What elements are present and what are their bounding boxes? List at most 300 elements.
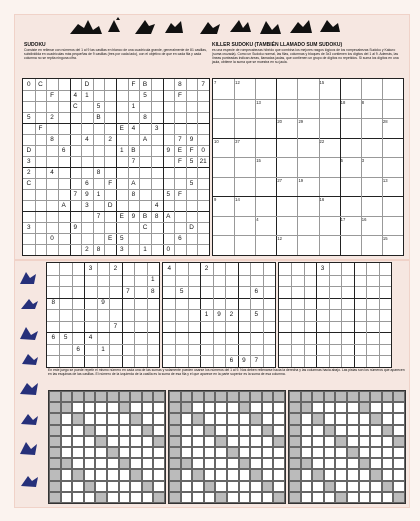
kakuro-entry-cell[interactable]	[153, 447, 165, 458]
kakuro-entry-cell[interactable]	[204, 469, 216, 480]
grid-cell[interactable]: F	[50, 91, 55, 99]
grid-cell[interactable]: 1	[143, 245, 147, 253]
kakuro-entry-cell[interactable]	[107, 413, 119, 424]
kakuro-entry-cell[interactable]	[393, 469, 405, 480]
kakuro-entry-cell[interactable]	[273, 447, 285, 458]
grid-cell[interactable]: 0	[27, 80, 31, 88]
kakuro-entry-cell[interactable]	[370, 447, 382, 458]
kakuro-entry-cell[interactable]	[72, 425, 84, 436]
kakuro-entry-cell[interactable]	[215, 425, 227, 436]
kakuro-entry-cell[interactable]	[84, 458, 96, 469]
grid-cell[interactable]: 2	[204, 264, 209, 272]
grid-cell[interactable]: 3	[154, 124, 159, 132]
grid-cell[interactable]: 7	[96, 212, 101, 220]
kakuro-entry-cell[interactable]	[347, 469, 359, 480]
grid-cell[interactable]: C	[38, 80, 43, 88]
kakuro-entry-cell[interactable]	[359, 436, 371, 447]
kakuro-entry-cell[interactable]	[324, 402, 336, 413]
grid-cell[interactable]: 21	[199, 157, 207, 165]
kakuro-entry-cell[interactable]	[95, 425, 107, 436]
kakuro-entry-cell[interactable]	[215, 447, 227, 458]
kakuro-entry-cell[interactable]	[370, 425, 382, 436]
kakuro-entry-cell[interactable]	[370, 458, 382, 469]
kakuro-entry-cell[interactable]	[347, 436, 359, 447]
kakuro-entry-cell[interactable]	[250, 425, 262, 436]
kakuro-entry-cell[interactable]	[382, 402, 394, 413]
kakuro-entry-cell[interactable]	[324, 492, 336, 503]
kakuro-entry-cell[interactable]	[393, 447, 405, 458]
grid-cell[interactable]: B	[142, 212, 148, 220]
grid-cell[interactable]: 7	[113, 322, 118, 330]
grid-cell[interactable]: 2	[50, 113, 54, 121]
killer-sudoku-grid[interactable]	[212, 78, 404, 256]
grid-cell[interactable]: 5	[179, 287, 184, 295]
kakuro-entry-cell[interactable]	[262, 469, 274, 480]
grid-cell[interactable]: 6	[76, 345, 80, 353]
kakuro-entry-cell[interactable]	[312, 402, 324, 413]
kakuro-entry-cell[interactable]	[382, 447, 394, 458]
kakuro-entry-cell[interactable]	[335, 447, 347, 458]
kakuro-entry-cell[interactable]	[239, 425, 251, 436]
kakuro-entry-cell[interactable]	[262, 458, 274, 469]
kakuro-entry-cell[interactable]	[227, 402, 239, 413]
grid-cell[interactable]: F	[108, 179, 113, 187]
kakuro-entry-cell[interactable]	[393, 413, 405, 424]
grid-cell[interactable]: 6	[178, 234, 182, 242]
kakuro-entry-cell[interactable]	[130, 436, 142, 447]
kakuro-entry-cell[interactable]	[72, 436, 84, 447]
kakuro-entry-cell[interactable]	[119, 492, 131, 503]
grid-cell[interactable]: 4	[88, 334, 93, 342]
grid-cell[interactable]: B	[142, 80, 148, 88]
kakuro-entry-cell[interactable]	[239, 436, 251, 447]
kakuro-entry-cell[interactable]	[273, 481, 285, 492]
kakuro-entry-cell[interactable]	[312, 447, 324, 458]
kakuro-entry-cell[interactable]	[335, 469, 347, 480]
kakuro-entry-cell[interactable]	[204, 447, 216, 458]
kakuro-entry-cell[interactable]	[250, 481, 262, 492]
grid-cell[interactable]: 9	[131, 212, 136, 220]
kakuro-entry-cell[interactable]	[382, 413, 394, 424]
grid-cell[interactable]: 5	[63, 334, 68, 342]
grid-cell[interactable]: F	[131, 80, 136, 88]
kakuro-entry-cell[interactable]	[72, 481, 84, 492]
kakuro-entry-cell[interactable]	[142, 413, 154, 424]
grid-cell[interactable]: B	[131, 146, 136, 154]
grid-cell[interactable]: 5	[166, 190, 171, 198]
kakuro-entry-cell[interactable]	[250, 447, 262, 458]
kakuro-entry-cell[interactable]	[142, 492, 154, 503]
kakuro-entry-cell[interactable]	[61, 436, 73, 447]
kakuro-entry-cell[interactable]	[61, 447, 73, 458]
grid-cell[interactable]: 9	[166, 146, 171, 154]
kakuro-entry-cell[interactable]	[301, 436, 313, 447]
grid-cell[interactable]: 0	[50, 234, 54, 242]
kakuro-grid-2[interactable]	[168, 390, 286, 504]
grid-cell[interactable]: 1	[120, 146, 124, 154]
grid-cell[interactable]: 3	[320, 264, 325, 272]
kakuro-entry-cell[interactable]	[273, 458, 285, 469]
grid-cell[interactable]: F	[177, 190, 182, 198]
grid-cell[interactable]: A	[142, 135, 148, 143]
grid-cell[interactable]: 0	[166, 245, 171, 253]
kakuro-entry-cell[interactable]	[359, 492, 371, 503]
grid-cell[interactable]: D	[84, 80, 90, 88]
grid-cell[interactable]: 9	[85, 190, 89, 198]
kakuro-entry-cell[interactable]	[153, 425, 165, 436]
sudoku-grid-2[interactable]	[162, 262, 276, 368]
kakuro-entry-cell[interactable]	[119, 447, 131, 458]
kakuro-entry-cell[interactable]	[107, 469, 119, 480]
kakuro-entry-cell[interactable]	[359, 413, 371, 424]
kakuro-entry-cell[interactable]	[239, 492, 251, 503]
grid-cell[interactable]: 8	[50, 135, 54, 143]
grid-cell[interactable]: 6	[61, 146, 66, 154]
kakuro-entry-cell[interactable]	[273, 413, 285, 424]
kakuro-entry-cell[interactable]	[239, 413, 251, 424]
kakuro-entry-cell[interactable]	[84, 492, 96, 503]
kakuro-entry-cell[interactable]	[142, 436, 154, 447]
grid-cell[interactable]: 3	[120, 245, 124, 253]
grid-cell[interactable]: D	[107, 201, 113, 209]
grid-cell[interactable]: 3	[85, 201, 89, 209]
kakuro-entry-cell[interactable]	[312, 481, 324, 492]
grid-cell[interactable]: 4	[154, 201, 159, 209]
kakuro-entry-cell[interactable]	[215, 413, 227, 424]
kakuro-entry-cell[interactable]	[324, 436, 336, 447]
kakuro-entry-cell[interactable]	[347, 425, 359, 436]
kakuro-grid-1[interactable]	[48, 390, 166, 504]
kakuro-entry-cell[interactable]	[227, 458, 239, 469]
kakuro-entry-cell[interactable]	[72, 447, 84, 458]
grid-cell[interactable]: 9	[73, 223, 78, 231]
kakuro-entry-cell[interactable]	[192, 436, 204, 447]
kakuro-entry-cell[interactable]	[192, 492, 204, 503]
grid-cell[interactable]: 5	[189, 157, 194, 165]
kakuro-entry-cell[interactable]	[250, 402, 262, 413]
kakuro-entry-cell[interactable]	[227, 481, 239, 492]
sudoku-grid-3[interactable]	[278, 262, 392, 368]
grid-cell[interactable]: 8	[150, 287, 155, 295]
grid-cell[interactable]: C	[26, 179, 32, 187]
grid-cell[interactable]: F	[38, 124, 43, 132]
kakuro-entry-cell[interactable]	[301, 413, 313, 424]
kakuro-entry-cell[interactable]	[393, 425, 405, 436]
kakuro-entry-cell[interactable]	[72, 492, 84, 503]
kakuro-entry-cell[interactable]	[382, 458, 394, 469]
kakuro-entry-cell[interactable]	[227, 413, 239, 424]
grid-cell[interactable]: C	[142, 223, 148, 231]
kakuro-entry-cell[interactable]	[324, 413, 336, 424]
grid-cell[interactable]: 7	[254, 357, 259, 365]
kakuro-entry-cell[interactable]	[204, 436, 216, 447]
kakuro-entry-cell[interactable]	[335, 402, 347, 413]
kakuro-entry-cell[interactable]	[142, 469, 154, 480]
kakuro-entry-cell[interactable]	[153, 413, 165, 424]
kakuro-entry-cell[interactable]	[61, 425, 73, 436]
grid-cell[interactable]: 6	[254, 287, 259, 295]
kakuro-entry-cell[interactable]	[107, 481, 119, 492]
grid-cell[interactable]: 1	[85, 91, 89, 99]
kakuro-entry-cell[interactable]	[262, 413, 274, 424]
kakuro-entry-cell[interactable]	[72, 458, 84, 469]
kakuro-entry-cell[interactable]	[227, 469, 239, 480]
kakuro-entry-cell[interactable]	[347, 413, 359, 424]
kakuro-entry-cell[interactable]	[262, 492, 274, 503]
grid-cell[interactable]: 8	[96, 245, 101, 253]
kakuro-entry-cell[interactable]	[324, 447, 336, 458]
grid-cell[interactable]: 1	[150, 276, 155, 284]
grid-cell[interactable]: E	[177, 146, 183, 154]
grid-cell[interactable]: 5	[143, 91, 147, 99]
kakuro-entry-cell[interactable]	[84, 402, 96, 413]
kakuro-entry-cell[interactable]	[130, 481, 142, 492]
grid-cell[interactable]: 6	[51, 334, 55, 342]
kakuro-grid-3[interactable]	[288, 390, 406, 504]
kakuro-entry-cell[interactable]	[335, 413, 347, 424]
kakuro-entry-cell[interactable]	[192, 458, 204, 469]
grid-cell[interactable]: 3	[88, 264, 93, 272]
kakuro-entry-cell[interactable]	[382, 436, 394, 447]
kakuro-entry-cell[interactable]	[301, 481, 313, 492]
kakuro-entry-cell[interactable]	[393, 458, 405, 469]
kakuro-entry-cell[interactable]	[181, 413, 193, 424]
kakuro-entry-cell[interactable]	[130, 447, 142, 458]
kakuro-entry-cell[interactable]	[130, 425, 142, 436]
kakuro-entry-cell[interactable]	[153, 469, 165, 480]
grid-cell[interactable]: F	[177, 91, 182, 99]
kakuro-entry-cell[interactable]	[301, 469, 313, 480]
grid-cell[interactable]: 5	[189, 179, 194, 187]
grid-cell[interactable]: 4	[50, 168, 54, 176]
kakuro-entry-cell[interactable]	[250, 436, 262, 447]
kakuro-entry-cell[interactable]	[107, 402, 119, 413]
grid-cell[interactable]: C	[73, 102, 78, 110]
kakuro-entry-cell[interactable]	[181, 492, 193, 503]
kakuro-entry-cell[interactable]	[119, 469, 131, 480]
kakuro-entry-cell[interactable]	[347, 402, 359, 413]
grid-cell[interactable]: 7	[126, 287, 130, 295]
grid-cell[interactable]: 8	[154, 212, 159, 220]
kakuro-entry-cell[interactable]	[301, 425, 313, 436]
grid-cell[interactable]: 6	[85, 179, 89, 187]
kakuro-entry-cell[interactable]	[204, 413, 216, 424]
kakuro-entry-cell[interactable]	[181, 469, 193, 480]
kakuro-entry-cell[interactable]	[347, 492, 359, 503]
kakuro-entry-cell[interactable]	[347, 481, 359, 492]
kakuro-entry-cell[interactable]	[192, 402, 204, 413]
kakuro-entry-cell[interactable]	[153, 402, 165, 413]
grid-cell[interactable]: 4	[131, 124, 136, 132]
kakuro-entry-cell[interactable]	[393, 481, 405, 492]
grid-cell[interactable]: 4	[73, 91, 78, 99]
kakuro-entry-cell[interactable]	[239, 481, 251, 492]
grid-cell[interactable]: 9	[242, 357, 246, 365]
grid-cell[interactable]: 9	[189, 135, 194, 143]
grid-cell[interactable]: A	[166, 212, 171, 220]
sudoku-grid-1[interactable]	[46, 262, 160, 368]
grid-cell[interactable]: F	[177, 157, 182, 165]
kakuro-entry-cell[interactable]	[382, 492, 394, 503]
kakuro-entry-cell[interactable]	[393, 402, 405, 413]
grid-cell[interactable]: 0	[201, 146, 205, 154]
grid-cell[interactable]: 1	[101, 345, 105, 353]
grid-cell[interactable]: 5	[96, 102, 101, 110]
grid-cell[interactable]: 7	[73, 190, 78, 198]
grid-cell[interactable]: 6	[229, 357, 234, 365]
kakuro-entry-cell[interactable]	[84, 436, 96, 447]
kakuro-entry-cell[interactable]	[262, 436, 274, 447]
kakuro-entry-cell[interactable]	[153, 481, 165, 492]
kakuro-entry-cell[interactable]	[370, 481, 382, 492]
hex-sudoku-grid[interactable]	[22, 78, 210, 256]
kakuro-entry-cell[interactable]	[227, 436, 239, 447]
kakuro-entry-cell[interactable]	[227, 492, 239, 503]
grid-cell[interactable]: 2	[27, 168, 31, 176]
kakuro-entry-cell[interactable]	[359, 447, 371, 458]
kakuro-entry-cell[interactable]	[181, 425, 193, 436]
kakuro-entry-cell[interactable]	[359, 469, 371, 480]
grid-cell[interactable]: 9	[217, 310, 221, 318]
kakuro-entry-cell[interactable]	[61, 492, 73, 503]
grid-cell[interactable]: 2	[108, 135, 112, 143]
grid-cell[interactable]: 2	[85, 245, 89, 253]
kakuro-entry-cell[interactable]	[204, 402, 216, 413]
kakuro-entry-cell[interactable]	[192, 481, 204, 492]
kakuro-entry-cell[interactable]	[239, 469, 251, 480]
grid-cell[interactable]: 1	[96, 190, 101, 198]
kakuro-entry-cell[interactable]	[312, 492, 324, 503]
grid-cell[interactable]: 2	[113, 264, 118, 272]
kakuro-entry-cell[interactable]	[370, 436, 382, 447]
grid-cell[interactable]: E	[119, 124, 124, 132]
grid-cell[interactable]: 8	[96, 168, 101, 176]
grid-cell[interactable]: 5	[27, 113, 31, 121]
kakuro-entry-cell[interactable]	[273, 425, 285, 436]
kakuro-entry-cell[interactable]	[95, 447, 107, 458]
kakuro-entry-cell[interactable]	[227, 425, 239, 436]
kakuro-entry-cell[interactable]	[107, 458, 119, 469]
kakuro-entry-cell[interactable]	[95, 458, 107, 469]
grid-cell[interactable]: 3	[27, 157, 31, 165]
grid-cell[interactable]: F	[189, 146, 194, 154]
kakuro-entry-cell[interactable]	[335, 458, 347, 469]
kakuro-entry-cell[interactable]	[107, 436, 119, 447]
kakuro-entry-cell[interactable]	[107, 492, 119, 503]
kakuro-entry-cell[interactable]	[72, 402, 84, 413]
kakuro-entry-cell[interactable]	[142, 402, 154, 413]
kakuro-entry-cell[interactable]	[130, 458, 142, 469]
kakuro-entry-cell[interactable]	[107, 425, 119, 436]
kakuro-entry-cell[interactable]	[84, 469, 96, 480]
kakuro-entry-cell[interactable]	[370, 492, 382, 503]
kakuro-entry-cell[interactable]	[181, 436, 193, 447]
grid-cell[interactable]: 1	[131, 102, 136, 110]
grid-cell[interactable]: 7	[201, 80, 205, 88]
grid-cell[interactable]: A	[61, 201, 66, 209]
grid-cell[interactable]: 8	[131, 190, 136, 198]
kakuro-entry-cell[interactable]	[119, 436, 131, 447]
kakuro-entry-cell[interactable]	[204, 458, 216, 469]
grid-cell[interactable]: A	[131, 179, 136, 187]
grid-cell[interactable]: 4	[167, 264, 171, 272]
kakuro-entry-cell[interactable]	[382, 469, 394, 480]
kakuro-entry-cell[interactable]	[192, 425, 204, 436]
kakuro-entry-cell[interactable]	[215, 458, 227, 469]
kakuro-entry-cell[interactable]	[335, 425, 347, 436]
kakuro-entry-cell[interactable]	[324, 469, 336, 480]
kakuro-entry-cell[interactable]	[312, 436, 324, 447]
kakuro-entry-cell[interactable]	[61, 481, 73, 492]
kakuro-entry-cell[interactable]	[130, 492, 142, 503]
grid-cell[interactable]: 8	[178, 80, 182, 88]
kakuro-entry-cell[interactable]	[119, 481, 131, 492]
kakuro-entry-cell[interactable]	[215, 402, 227, 413]
kakuro-entry-cell[interactable]	[301, 447, 313, 458]
kakuro-entry-cell[interactable]	[262, 402, 274, 413]
kakuro-entry-cell[interactable]	[95, 413, 107, 424]
grid-cell[interactable]: E	[108, 234, 113, 242]
kakuro-entry-cell[interactable]	[192, 447, 204, 458]
kakuro-entry-cell[interactable]	[215, 481, 227, 492]
grid-cell[interactable]: 5	[254, 310, 259, 318]
kakuro-entry-cell[interactable]	[370, 402, 382, 413]
kakuro-entry-cell[interactable]	[119, 413, 131, 424]
kakuro-entry-cell[interactable]	[61, 413, 73, 424]
grid-cell[interactable]: 1	[204, 310, 209, 318]
grid-cell[interactable]: D	[26, 146, 32, 154]
kakuro-entry-cell[interactable]	[312, 425, 324, 436]
grid-cell[interactable]: B	[96, 113, 101, 121]
kakuro-entry-cell[interactable]	[61, 469, 73, 480]
grid-cell[interactable]: 5	[120, 234, 124, 242]
kakuro-entry-cell[interactable]	[181, 447, 193, 458]
grid-cell[interactable]: E	[119, 212, 124, 220]
grid-cell[interactable]: 7	[178, 135, 182, 143]
kakuro-entry-cell[interactable]	[312, 458, 324, 469]
kakuro-entry-cell[interactable]	[359, 481, 371, 492]
kakuro-entry-cell[interactable]	[335, 481, 347, 492]
kakuro-entry-cell[interactable]	[84, 447, 96, 458]
kakuro-entry-cell[interactable]	[84, 413, 96, 424]
kakuro-entry-cell[interactable]	[119, 425, 131, 436]
grid-cell[interactable]: 2	[229, 310, 234, 318]
grid-cell[interactable]: 3	[27, 223, 31, 231]
kakuro-entry-cell[interactable]	[250, 492, 262, 503]
kakuro-entry-cell[interactable]	[95, 481, 107, 492]
grid-cell[interactable]: 9	[101, 299, 105, 307]
kakuro-entry-cell[interactable]	[95, 469, 107, 480]
kakuro-entry-cell[interactable]	[273, 402, 285, 413]
kakuro-entry-cell[interactable]	[250, 458, 262, 469]
kakuro-entry-cell[interactable]	[215, 469, 227, 480]
grid-cell[interactable]: 7	[131, 157, 136, 165]
kakuro-entry-cell[interactable]	[130, 402, 142, 413]
grid-cell[interactable]: 8	[143, 113, 147, 121]
kakuro-entry-cell[interactable]	[239, 447, 251, 458]
kakuro-entry-cell[interactable]	[181, 481, 193, 492]
kakuro-entry-cell[interactable]	[273, 469, 285, 480]
grid-cell[interactable]: 8	[51, 299, 55, 307]
kakuro-entry-cell[interactable]	[301, 492, 313, 503]
kakuro-entry-cell[interactable]	[324, 458, 336, 469]
kakuro-entry-cell[interactable]	[359, 425, 371, 436]
grid-cell[interactable]: D	[189, 223, 194, 231]
kakuro-entry-cell[interactable]	[262, 447, 274, 458]
kakuro-entry-cell[interactable]	[347, 458, 359, 469]
kakuro-entry-cell[interactable]	[204, 492, 216, 503]
kakuro-entry-cell[interactable]	[142, 447, 154, 458]
